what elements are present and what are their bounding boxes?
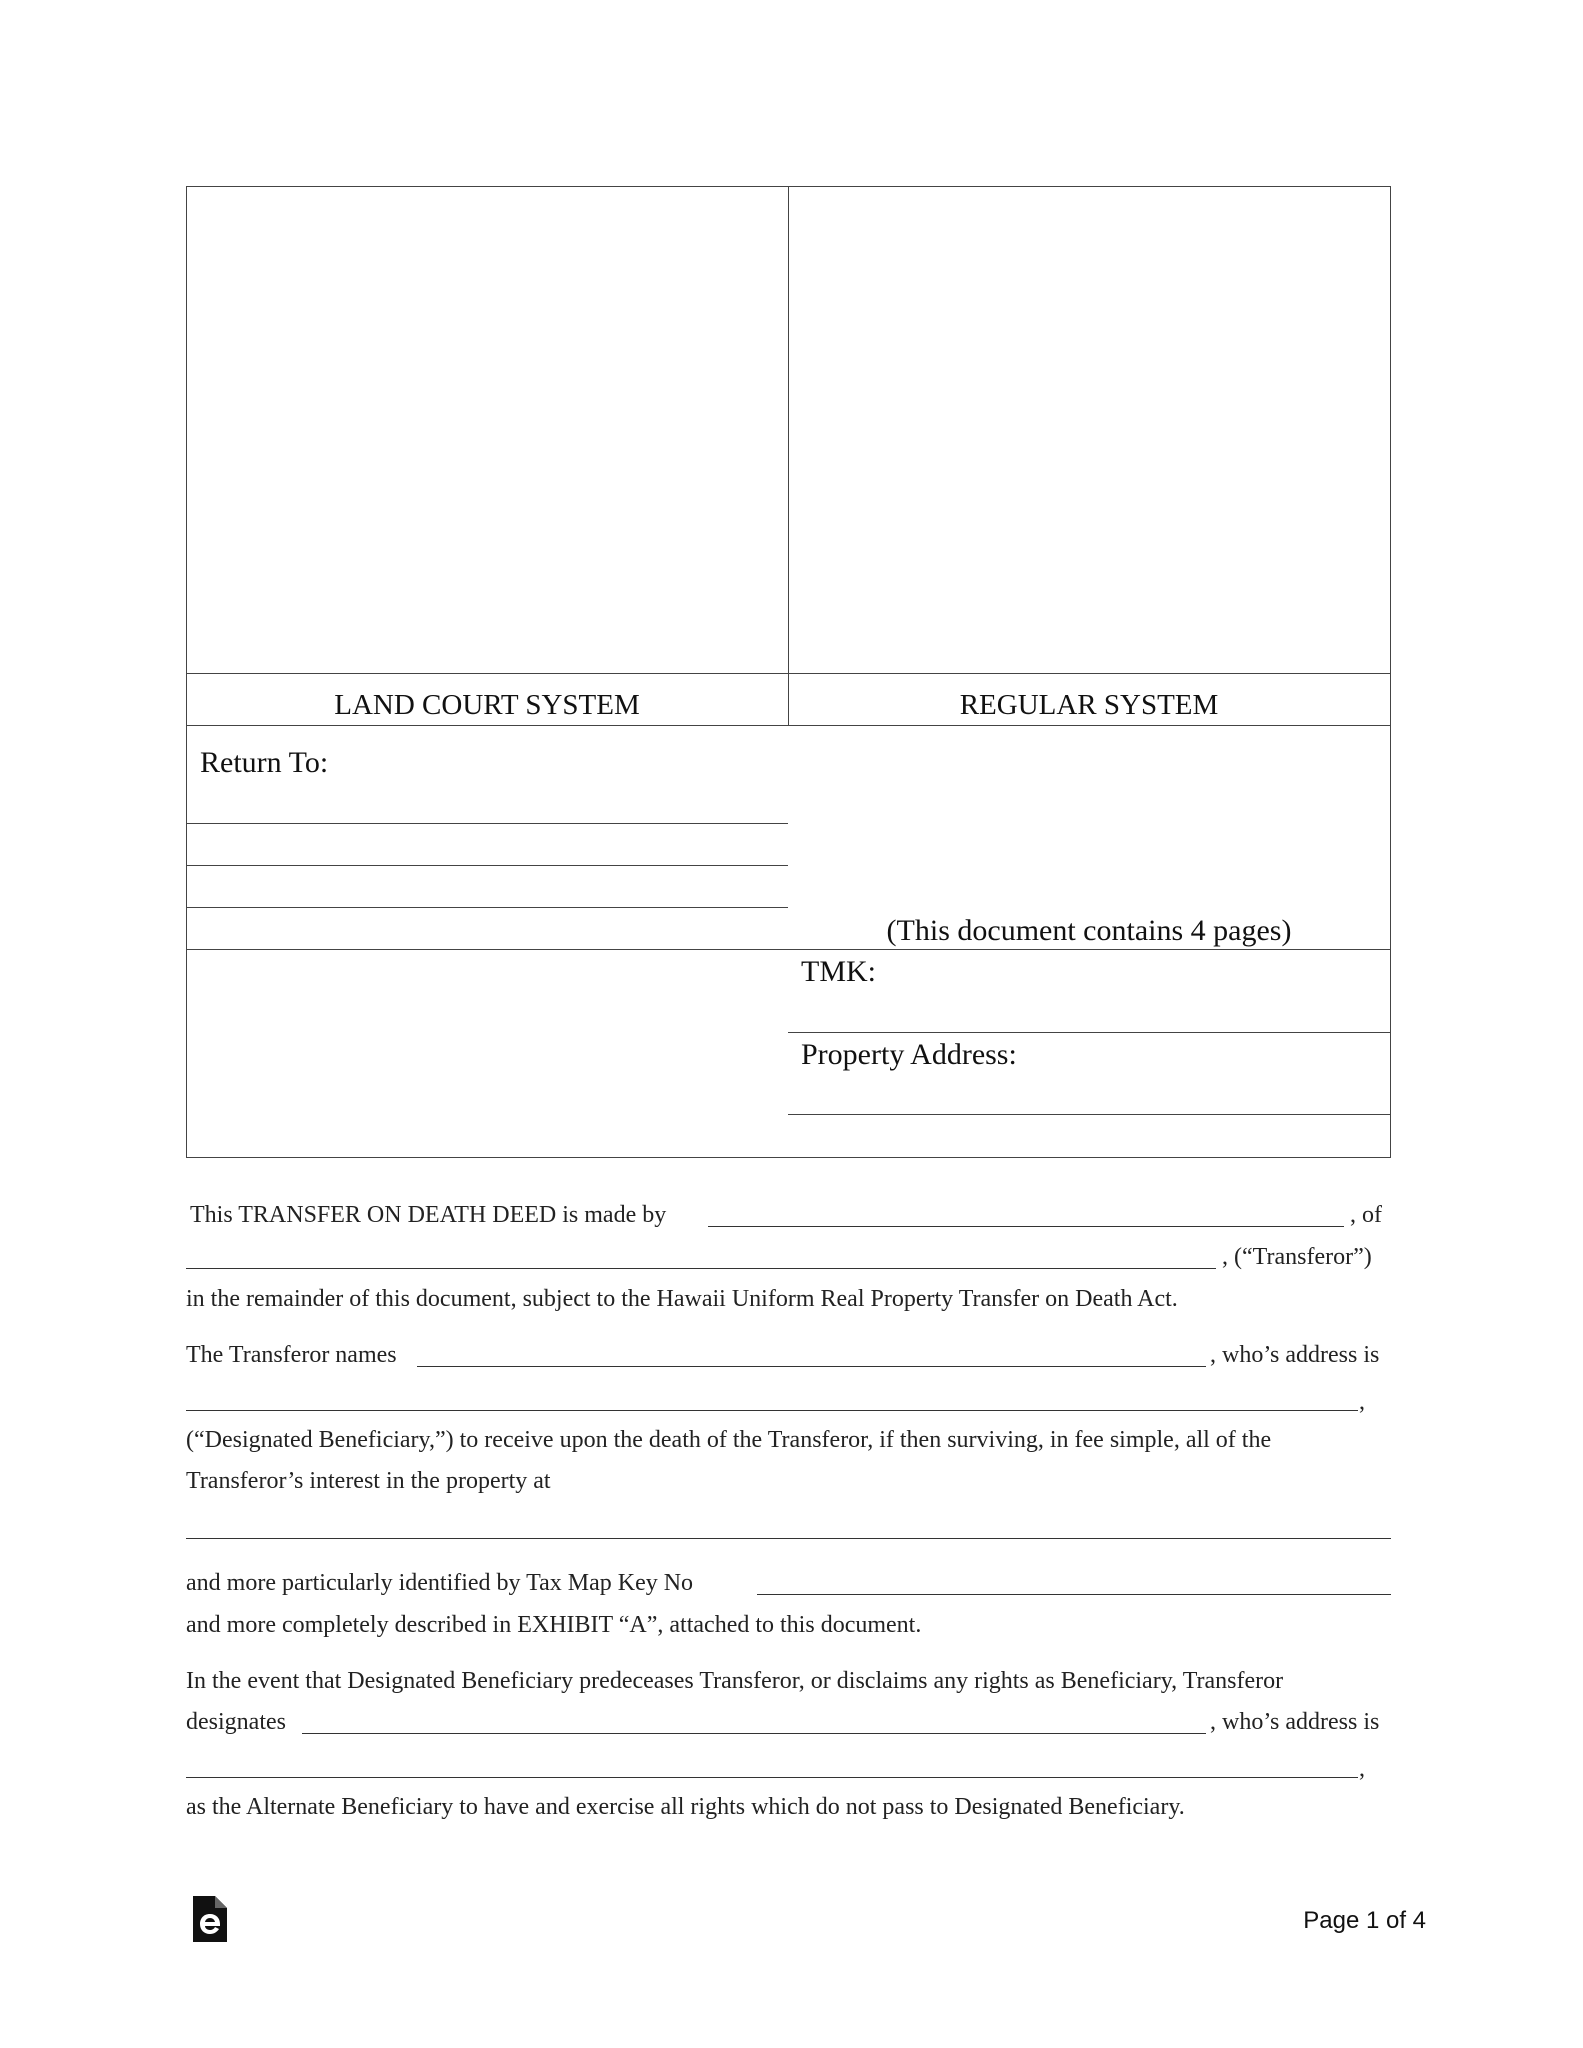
- whos-address-text: , who’s address is: [1210, 1342, 1380, 1368]
- designated-beneficiary-text: (“Designated Beneficiary,”) to receive upon the death of the Transferor, if then surviving, in fee simple, all of the: [186, 1427, 1272, 1453]
- land-court-system-heading: LAND COURT SYSTEM: [334, 689, 640, 721]
- return-to-label: Return To:: [200, 746, 329, 779]
- transferor-name-blank[interactable]: [708, 1226, 1344, 1227]
- deed-intro-text: This TRANSFER ON DEATH DEED is made by: [190, 1202, 667, 1228]
- alternate-beneficiary-address-blank[interactable]: [186, 1777, 1358, 1778]
- transferor-names-text: The Transferor names: [186, 1342, 397, 1368]
- beneficiary-name-blank[interactable]: [417, 1366, 1206, 1367]
- property-address-label: Property Address:: [801, 1038, 1017, 1071]
- transferor-address-blank[interactable]: [186, 1268, 1216, 1269]
- transferor-defined-text: , (“Transferor”): [1222, 1244, 1372, 1270]
- alternate-rights-text: as the Alternate Beneficiary to have and exercise all rights which do not pass to Designated Beneficiary.: [186, 1794, 1185, 1820]
- beneficiary-address-blank[interactable]: [186, 1410, 1358, 1411]
- alternate-beneficiary-name-blank[interactable]: [302, 1733, 1206, 1734]
- property-interest-text: Transferor’s interest in the property at: [186, 1468, 551, 1494]
- address-comma: ,: [1359, 1389, 1365, 1415]
- regular-system-heading: REGULAR SYSTEM: [959, 689, 1219, 721]
- of-text: , of: [1350, 1202, 1382, 1228]
- exhibit-a-text: and more completely described in EXHIBIT “A”, attached to this document.: [186, 1612, 922, 1638]
- alternate-intro-text: In the event that Designated Beneficiary predeceases Transferor, or disclaims any rights as Beneficiary, Transferor: [186, 1668, 1284, 1694]
- property-location-blank[interactable]: [186, 1538, 1391, 1539]
- page-count-note: (This document contains 4 pages): [886, 914, 1292, 947]
- eforms-logo-icon: [193, 1896, 227, 1942]
- alternate-whos-address-text: , who’s address is: [1210, 1709, 1380, 1735]
- page-number: Page 1 of 4: [1303, 1907, 1426, 1934]
- designates-text: designates: [186, 1709, 286, 1735]
- act-reference-text: in the remainder of this document, subject to the Hawaii Uniform Real Property Transfer on Death Act.: [186, 1286, 1178, 1312]
- tmk-label: TMK:: [801, 955, 876, 988]
- alternate-address-comma: ,: [1359, 1756, 1365, 1782]
- tax-map-key-text: and more particularly identified by Tax Map Key No: [186, 1570, 694, 1596]
- tax-map-key-blank[interactable]: [757, 1594, 1391, 1595]
